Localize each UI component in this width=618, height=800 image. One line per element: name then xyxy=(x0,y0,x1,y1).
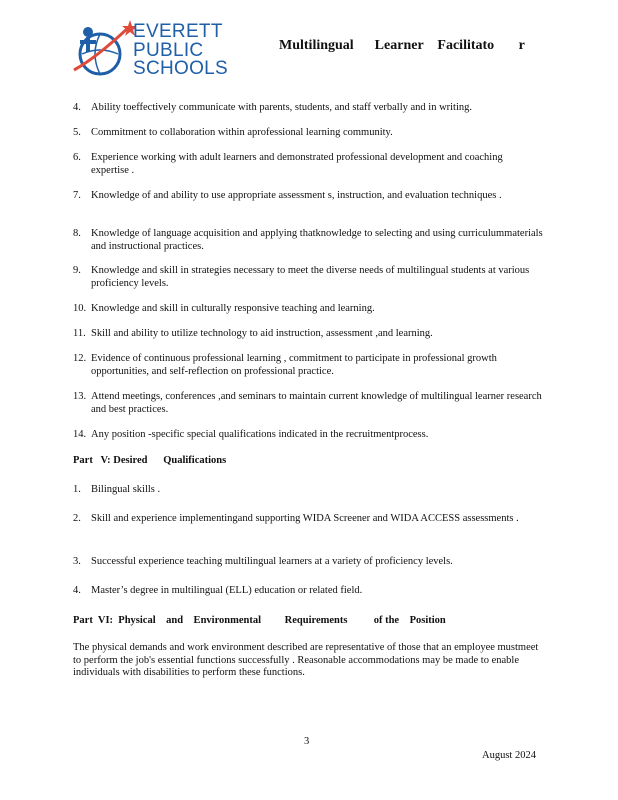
item-text: Bilingual skills . xyxy=(91,484,161,495)
list-item xyxy=(73,102,543,115)
item-text: Skill and experience implementingand supporting WIDA Screener and WIDA ACCESS assessments . xyxy=(91,513,519,524)
item-text: Attend meetings, conferences ,and seminars to maintain current knowledge of multilingual learner research and best practices. xyxy=(91,391,542,415)
list-item xyxy=(73,328,543,341)
item-number: 12. xyxy=(73,353,87,364)
list-item xyxy=(73,585,543,598)
revision-date: August 2024 xyxy=(482,750,536,761)
page-number: 3 xyxy=(304,736,310,747)
item-text: Knowledge of and ability to use appropriate assessment s, instruction, and evaluation techniques . xyxy=(91,190,502,201)
list-item xyxy=(73,127,543,140)
item-text: Ability toeffectively communicate with parents, students, and staff verbally and in writing. xyxy=(91,102,473,113)
section-heading-part-6: Part VI: Physical and Environmental Requirements of the Position xyxy=(73,615,446,626)
item-number: 14. xyxy=(73,429,87,440)
item-number: 3. xyxy=(73,556,81,567)
logo-line-3: SCHOOLS xyxy=(133,58,229,79)
item-text: Successful experience teaching multilingual learners at a variety of proficiency levels. xyxy=(91,556,453,567)
list-item xyxy=(73,190,543,203)
item-number: 2. xyxy=(73,513,81,524)
item-text: Knowledge of language acquisition and applying thatknowledge to selecting and using curriculummaterials and instructional practices. xyxy=(91,228,543,252)
requirements-paragraph: The physical demands and work environment described are representative of those that an employee mustmeet to perform the job's essential functions successfully . Reasonable accommodations may be made to enable individuals with disabilities to perform these functions. xyxy=(73,642,539,678)
item-number: 8. xyxy=(73,228,81,239)
logo-line-2: PUBLIC xyxy=(133,39,204,61)
logo-wordmark xyxy=(133,23,228,79)
item-number: 10. xyxy=(73,303,87,314)
logo-emblem-icon xyxy=(70,18,136,84)
list-item xyxy=(73,265,543,290)
item-text: Evidence of continuous professional learning , commitment to participate in professional growth opportunities, and self-reflection on professional practice. xyxy=(91,353,497,377)
item-number: 1. xyxy=(73,484,81,495)
list-item xyxy=(73,484,543,497)
item-number: 4. xyxy=(73,585,81,596)
item-text: Any position -specific special qualifications indicated in the recruitmentprocess. xyxy=(91,429,429,440)
item-number: 9. xyxy=(73,265,81,276)
list-item xyxy=(73,152,543,177)
item-number: 11. xyxy=(73,328,86,339)
item-number: 5. xyxy=(73,127,81,138)
item-text: Knowledge and skill in culturally responsive teaching and learning. xyxy=(91,303,375,314)
list-item xyxy=(73,303,543,316)
list-item xyxy=(73,353,543,378)
item-number: 6. xyxy=(73,152,81,163)
item-text: Master’s degree in multilingual (ELL) education or related field. xyxy=(91,585,363,596)
item-number: 13. xyxy=(73,391,87,402)
list-item xyxy=(73,228,543,253)
item-text: Commitment to collaboration within aprofessional learning community. xyxy=(91,127,393,138)
list-item xyxy=(73,556,543,569)
document-title: Multilingual Learner Facilitato r xyxy=(279,38,525,53)
list-item xyxy=(73,429,543,442)
logo-line-1: EVERETT xyxy=(133,21,223,42)
list-item xyxy=(73,513,543,526)
item-text: Skill and ability to utilize technology to aid instruction, assessment ,and learning. xyxy=(91,328,433,339)
item-number: 4. xyxy=(73,102,81,113)
item-text: Experience working with adult learners and demonstrated professional development and coaching expertise . xyxy=(91,152,503,176)
district-logo xyxy=(70,18,240,84)
list-item xyxy=(73,391,543,416)
item-number: 7. xyxy=(73,190,81,201)
section-heading-part-5: Part V: Desired Qualifications xyxy=(73,455,227,466)
item-text: Knowledge and skill in strategies necessary to meet the diverse needs of multilingual students at various proficiency levels. xyxy=(91,265,530,289)
